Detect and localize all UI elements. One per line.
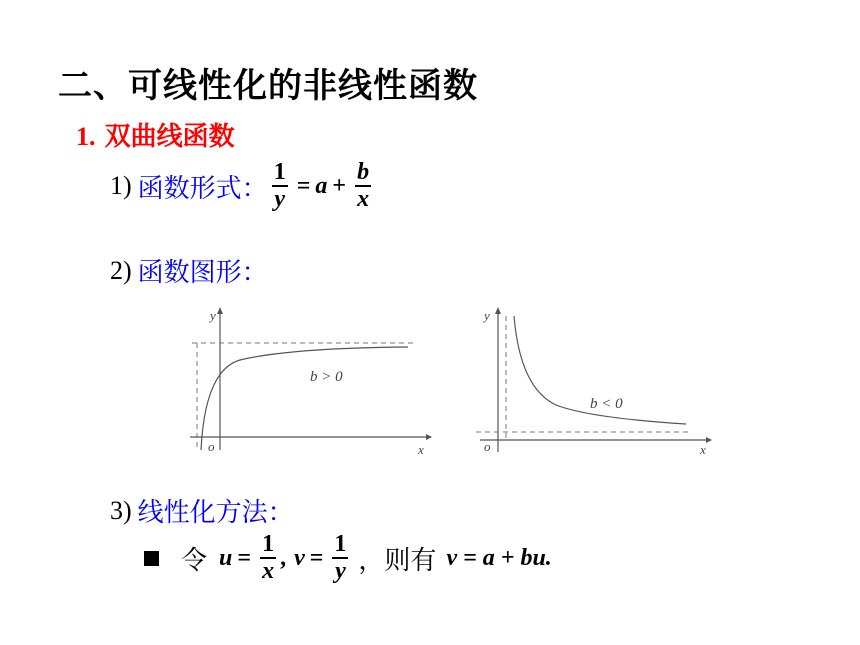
graph-condition-label: b < 0 (590, 396, 623, 412)
section-number: 1. (76, 122, 96, 151)
variable-v: v (294, 544, 305, 571)
section-text: 双曲线函数 (104, 122, 235, 152)
fraction-denominator: x (357, 186, 370, 213)
item-label: 线性化方法： (137, 498, 294, 528)
origin-label: o (208, 439, 215, 454)
item-number: 1) (110, 171, 132, 201)
plus-sign: + (332, 172, 347, 199)
fraction-1-over-y (332, 532, 348, 584)
result-equation: v = a + bu. (446, 544, 552, 571)
item-label: 函数形式： (137, 173, 268, 204)
variable-a: a (315, 172, 328, 199)
origin-label: o (484, 439, 491, 454)
fraction-numerator: b (357, 159, 370, 185)
bullet-square-icon (144, 551, 159, 566)
item-number: 3) (110, 495, 132, 525)
y-axis-label: y (484, 308, 490, 323)
item-label: 函数图形： (137, 258, 268, 288)
fraction-numerator: 1 (262, 531, 275, 557)
comma: , (280, 544, 287, 571)
fraction-1-over-x (260, 532, 276, 584)
fraction-1-over-y (272, 160, 288, 212)
fraction-numerator: 1 (273, 159, 286, 185)
y-axis-arrow-icon (495, 307, 501, 314)
then-text: 则有 (384, 545, 437, 576)
x-axis-label: x (418, 442, 424, 457)
equals-sign: = (296, 172, 311, 199)
fraction-numerator: 1 (334, 531, 347, 557)
equals-sign: = (237, 544, 252, 571)
item-function-form (110, 160, 375, 212)
method-formula (144, 532, 552, 584)
variable-u: u (219, 544, 233, 571)
x-axis-arrow-icon (706, 437, 712, 443)
hyperbola-curve (201, 347, 408, 450)
y-axis-arrow-icon (217, 307, 223, 314)
y-axis-label: y (210, 308, 216, 323)
fraction-denominator: y (274, 186, 286, 213)
x-axis-arrow-icon (426, 434, 432, 440)
graph-b-positive (180, 300, 440, 460)
section-title (76, 116, 235, 153)
item-number: 2) (110, 255, 132, 285)
equals-sign: = (309, 544, 324, 571)
comma: ， (358, 545, 385, 576)
graph-b-negative (470, 300, 720, 460)
fraction-denominator: y (335, 558, 346, 585)
fraction-denominator: x (262, 558, 275, 585)
x-axis-label: x (700, 442, 706, 457)
fraction-b-over-x (355, 160, 371, 212)
item-function-graph (110, 252, 268, 289)
let-text: 令 (181, 545, 208, 576)
page-title: 二、可线性化的非线性函数 (58, 66, 478, 106)
item-linearization-method (110, 492, 294, 529)
graph-condition-label: b > 0 (310, 369, 343, 385)
